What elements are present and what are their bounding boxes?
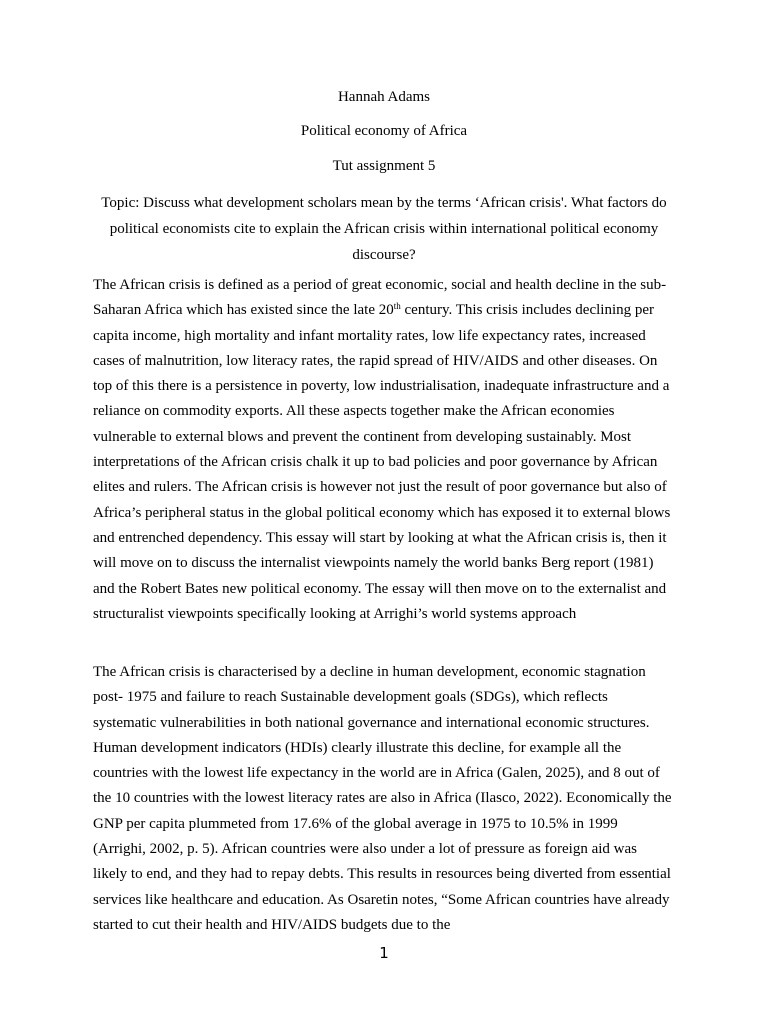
body-paragraph-1 [93,273,673,627]
page-number: 1 [379,944,389,962]
paragraph-1-text-start: The African crisis is defined as a period of great economic, social and health decline in the sub- Saharan Africa which has existed since the late 20 [93,277,667,319]
essay-topic: Topic: Discuss what development scholars mean by the terms ‘African crisis'. What factors do political economists cite to explain the African crisis within international political economy discourse? [101,195,667,263]
body-paragraph-2: The African crisis is characterised by a decline in human development, economic stagnation post- 1975 and failure to reach Sustainable development goals (SDGs), which reflects systematic vulnerabilities in both national governance and international economic structures. Human development indicators (HDIs) clearly illustrate this decline, for example all the countries with the lowest life expectancy in the world are in Africa (Galen, 2025), and 8 out of the 10 countries with the lowest literacy rates are also in Africa (Ilasco, 2022). Economically the GNP per capita plummeted from 17.6% of the global average in 1975 to 10.5% in 1999 (Arrighi, 2002, p. 5). African countries were also under a lot of pressure as foreign aid was likely to end, and they had to repay debts. This results in resources being diverted from essential services like healthcare and education. As Osaretin notes, “Some African countries have already started to cut their health and HIV/AIDS budgets due to the [93,664,672,933]
author-name: Hannah Adams [337,89,431,105]
assignment-title: Tut assignment 5 [332,158,436,174]
paragraph-1-text-end: century. This crisis includes declining per capita income, high mortality and infant mortality rates, low life expectancy rates, increased cases of malnutrition, low literacy rates, the rapid spread of HIV/AIDS and other diseases. On top of this there is a persistence in poverty, low industrialisation, inadequate infrastructure and a reliance on commodity exports. All these aspects together make the African economies vulnerable to external blows and prevent the continent from developing sustainably. Most interpretations of the African crisis chalk it up to bad policies and poor governance by African elites and rulers. The African crisis is however not just the result of poor governance but also of Africa’s peripheral status in the global political economy which has exposed it to external blows and entrenched dependency. This essay will start by looking at what the African crisis is, then it will move on to discuss the internalist viewpoints namely the world banks Berg report (1981) and the Robert Bates new political economy. The essay will then move on to the externalist and structuralist viewpoints specifically looking at Arrighi’s world systems approach [93,302,671,622]
ordinal-superscript: th [393,301,401,312]
course-title: Political economy of Africa [300,123,468,139]
